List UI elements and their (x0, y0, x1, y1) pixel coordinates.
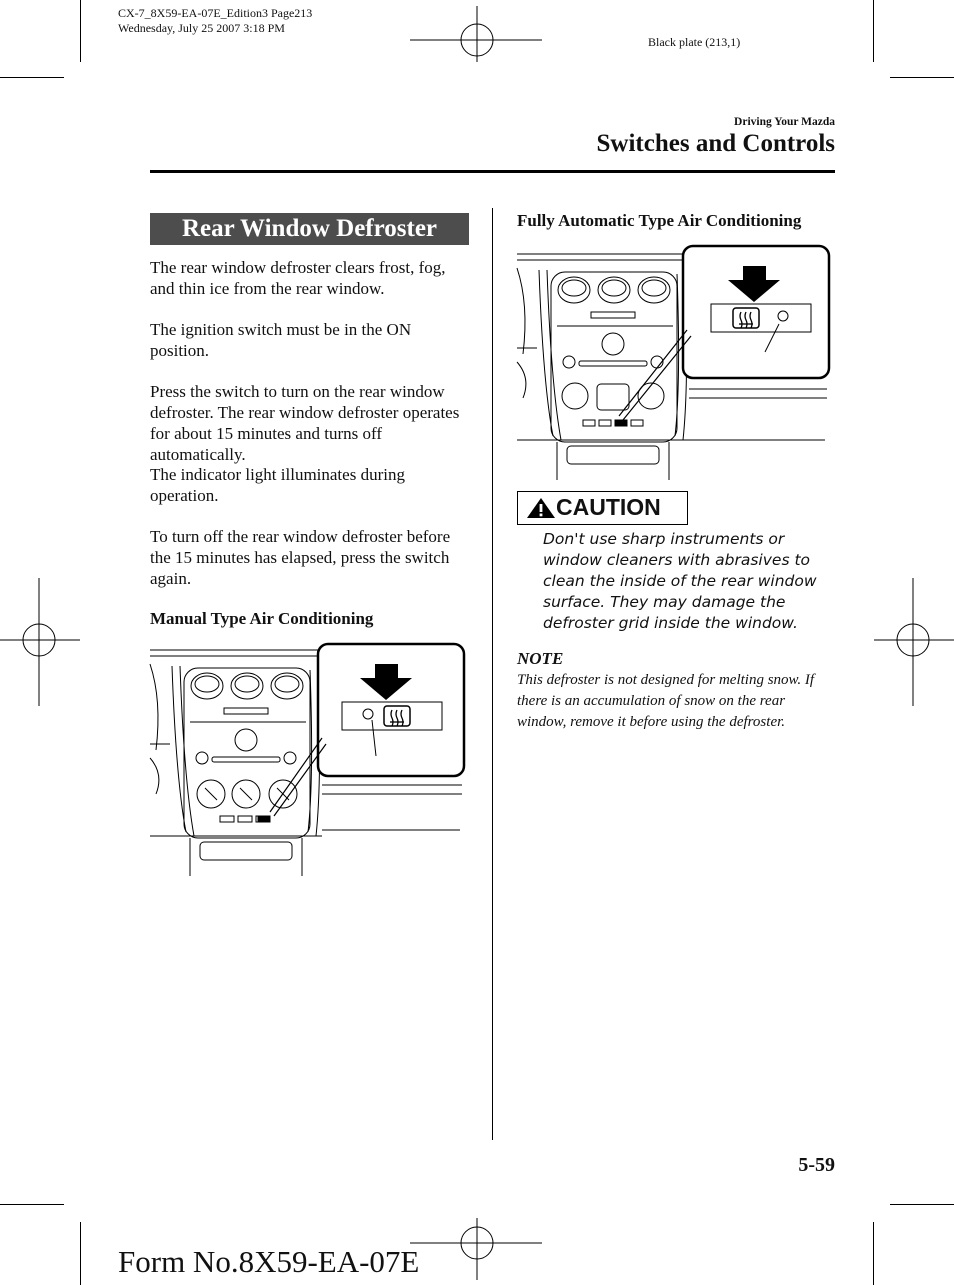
section-label: Driving Your Mazda (734, 116, 835, 128)
print-meta-line1: CX-7_8X59-EA-07E_Edition3 Page213 (118, 6, 313, 20)
caution-label: CAUTION (556, 494, 661, 520)
manual-type-heading: Manual Type Air Conditioning (150, 609, 374, 628)
registration-mark-right (874, 578, 954, 706)
column-divider (492, 208, 493, 1140)
header-rule (150, 170, 835, 173)
warning-triangle-icon (526, 497, 556, 519)
auto-console-illustration (517, 244, 832, 484)
registration-mark-bottom (410, 1210, 542, 1285)
page-number: 5-59 (798, 1154, 835, 1176)
section-banner: Rear Window Defroster (150, 213, 469, 245)
paragraph-indicator: The indicator light illuminates during operation. (150, 465, 405, 505)
registration-mark-left (0, 578, 80, 706)
paragraph-operation: Press the switch to turn on the rear window defroster. The rear window defroster operates for about 15 minutes and turns off automatically. (150, 382, 460, 464)
paragraph-turn-off: To turn off the rear window defroster before the 15 minutes has elapsed, press the switch again. (150, 527, 451, 588)
auto-type-heading: Fully Automatic Type Air Conditioning (517, 211, 802, 230)
page-title: Switches and Controls (596, 130, 835, 157)
caution-text: Don't use sharp instruments or window cleaners with abrasives to clean the inside of the rear window surface. They may damage the defroster grid inside the window. (543, 530, 817, 632)
caution-box (517, 491, 688, 525)
print-meta-line2: Wednesday, July 25 2007 3:18 PM (118, 21, 285, 35)
note-heading: NOTE (517, 649, 564, 668)
paragraph-purpose: The rear window defroster clears frost, fog, and thin ice from the rear window. (150, 258, 446, 298)
form-number: Form No.8X59-EA-07E (118, 1244, 420, 1279)
manual-console-illustration (150, 640, 465, 880)
note-text: This defroster is not designed for melting snow. If there is an accumulation of snow on the rear window, remove it before using the defroster. (517, 672, 815, 730)
black-plate-label: Black plate (213,1) (648, 35, 741, 49)
paragraph-ignition: The ignition switch must be in the ON position. (150, 320, 412, 360)
registration-mark-top (410, 0, 542, 82)
